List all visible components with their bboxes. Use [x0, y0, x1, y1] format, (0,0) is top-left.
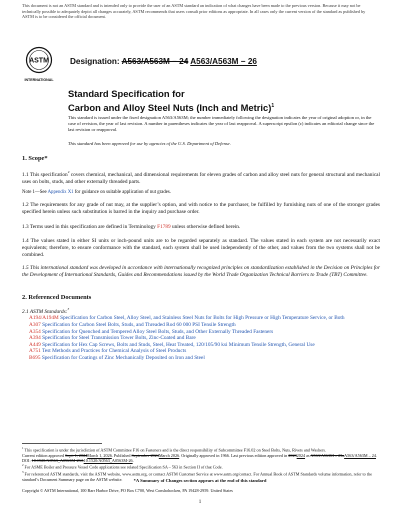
astm-standards-subheading: 2.1 ASTM Standards:$^3$ [22, 307, 70, 315]
footnotes [22, 446, 382, 482]
reference-item[interactable]: A194/A194M Specification for Carbon Steel, Alloy Steel, and Stainless Steel Nuts for Bolts for High Pressure or High Temperature Service, or Both [29, 315, 345, 322]
standard-notes [68, 115, 380, 134]
reference-item[interactable]: A449 Specification for Hex Cap Screws, Bolts and Studs, Steel, Heat Treated, 120/105/90 ksi Minimum Tensile Strength, General Use [29, 341, 315, 348]
change-notice: This document is not an ASTM standard and is intended only to provide the user of an ASTM standard an indication of what changes have been made to the previous version. Because it may not be technically possible to adequately depict all changes accurately, ASTM recommends that users consult prior editions as appropriate. In all cases only the current version of the standard as published by ASTM is to be considered the official document. [22, 3, 366, 20]
footnote-1-approval: Current edition approved Sept. 1, 2024March 1, 2026. Published September 2024March 2026. Originally approved in 1966. Last previous edition approved in 20232024 as A563/A563M – 23aA563/A563M – 24. DOI: 10.1520/A0563_A0563M-23A10.1520/A0563_A0563M-26. [22, 452, 378, 463]
note-1: Note 1—See Appendix X1 for guidance on suitable application of nut grades. [22, 190, 171, 195]
footnote-3: $^3$ For referenced ASTM standards, visit the ASTM website, www.astm.org, or contact ASTM Customer Service at www.astm.org/contact. For Annual Book of ASTM Standards volume information, refer to the standard’s Document Summary page on the ASTM website. [22, 469, 372, 482]
reference-item[interactable]: B695 Specification for Coatings of Zinc Mechanically Deposited on Iron and Steel [29, 354, 205, 361]
paragraph-1-3: 1.3 Terms used in this specification are defined in Terminology F1789 unless otherwise defined herein. [22, 224, 241, 230]
footnote-2: $^2$ For ASME Boiler and Pressure Vessel Code applications see related Specification SA – 563 in Section II of that Code. [22, 463, 223, 470]
reference-item[interactable]: A354 Specification for Quenched and Tempered Alloy Steel Bolts, Studs, and Other Externally Threaded Fasteners [29, 328, 274, 335]
designation-new: A563/A563M − 26 [190, 57, 257, 66]
logo-text: ASTM [29, 57, 49, 65]
footnote-1: $^1$ This specification is under the jurisdiction of ASTM Committee F16 on Fasteners and is the direct responsibility of Subcommittee F16.02 on Steel Bolts, Nuts, Rivets and Washers. [22, 446, 327, 453]
appendix-link[interactable]: Appendix X1 [47, 190, 74, 195]
paragraph-1-1: 1.1 This specification$^2$ covers chemical, mechanical, and dimensional requirements for eleven grades of carbon and alloy steel nuts for general structural and mechanical uses on bolts, studs, and other externally threaded parts. [22, 170, 381, 185]
f1789-link[interactable]: F1789 [157, 224, 171, 230]
reference-item[interactable]: A394 Specification for Steel Transmission Tower Bolts, Zinc-Coated and Bare [29, 335, 196, 342]
paragraph-1-5: 1.5 This international standard was developed in accordance with internationally recognized principles on standardization established in the Decision on Principles for the Development of International Standards, Guides and Recommendations issued by the World Trade Organization Technical Barriers to Trade (TBT) Committee. [22, 265, 380, 278]
page-title [68, 88, 388, 114]
reference-item[interactable]: A751 Test Methods and Practices for Chemical Analysis of Steel Products [29, 348, 187, 355]
page-number: 1 [198, 500, 202, 505]
section-1-heading: 1. Scope* [22, 155, 48, 162]
approval-note: This standard has been approved for use by agencies of the U.S. Department of Defense. [68, 141, 231, 146]
reference-item[interactable]: A307 Specification for Carbon Steel Bolts, Studs, and Threaded Rod 60 000 PSI Tensile Strength [29, 321, 236, 328]
paragraph-1-4: 1.4 The values stated in either SI units or inch-pound units are to be regarded separately as standard. The values stated in each system are not necessarily exact equivalents; therefore, to ensure conformance with the standard, each system shall be used independently of the other, and values from the two systems shall not be combined. [22, 238, 380, 258]
astm-logo [24, 46, 54, 84]
footnote-divider [22, 443, 102, 444]
designation [70, 57, 257, 66]
references [22, 306, 382, 362]
paragraph-1-2: 1.2 The requirements for any grade of nut may, at the supplier’s option, and with notice to the purchaser, be fulfilled by furnishing nuts of one of the stronger grades specified herein unless such substitution is barred in the inquiry and purchase order. [22, 202, 380, 215]
title-line-1: Standard Specification for [68, 88, 185, 99]
standard-note: This standard is issued under the fixed designation A563/A563M; the number immediately following the designation indicates the year of original adoption or, in the case of revision, the year of last revision. A number in parentheses indicates the year of last reapproval. A superscript epsilon (ε) indicates an editorial change since the last revision or reapproval. [68, 115, 375, 132]
section-2-heading: 2. Referenced Documents [22, 294, 92, 301]
designation-prefix: Designation: [70, 57, 120, 66]
summary-of-changes-note: *A Summary of Changes section appears at the end of this standard [133, 478, 267, 483]
designation-old: A563/A563M − 24 [121, 57, 189, 66]
copyright: Copyright © ASTM International, 100 Barr Harbor Drive, PO Box C700, West Conshohocken, PA 19428-2959. United States [22, 488, 233, 493]
title-line-2: Carbon and Alloy Steel Nuts (Inch and Metric)$^1$ [68, 102, 275, 114]
logo-label: INTERNATIONAL [24, 78, 54, 82]
